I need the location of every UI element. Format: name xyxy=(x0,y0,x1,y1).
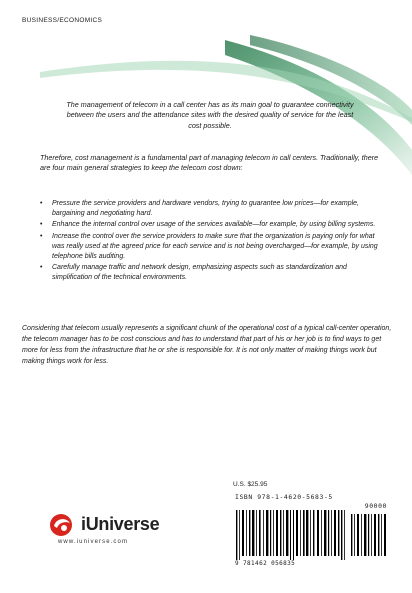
barcode-number: 9 781462 056835 xyxy=(235,560,296,567)
intro-paragraph: The management of telecom in a call center has as its main goal to guarantee connectivity between the users and the attendance sites with the desired quality of service for the least cost possible. xyxy=(66,100,354,130)
list-item: • Enhance the internal control over usage of the services available—for example, by using billing systems. xyxy=(40,220,380,230)
isbn-barcode xyxy=(233,493,389,571)
list-item: • Carefully manage traffic and network design, emphasizing aspects such as standardization and simplification of the technical environments. xyxy=(40,263,380,283)
intro-paragraph-continued: Therefore, cost management is a fundamental part of managing telecom in call centers. Traditionally, there are four main general strategies to keep the telecom cost down: xyxy=(40,153,379,173)
list-item: • Pressure the service providers and hardware vendors, trying to guarantee low prices—for example, bargaining and negotiating hard. xyxy=(40,199,380,219)
publisher-logo xyxy=(48,512,178,552)
isbn-text: ISBN 978-1-4620-5683-5 xyxy=(235,493,333,501)
publisher-url: www.iuniverse.com xyxy=(58,539,129,545)
book-category: BUSINESS/ECONOMICS xyxy=(22,17,103,24)
price-code: 90000 xyxy=(364,502,387,510)
publisher-name: iUniverse xyxy=(81,514,160,534)
barcode-bars-icon xyxy=(233,510,389,560)
strategy-list xyxy=(40,199,380,285)
price-label: U.S. $25.95 xyxy=(233,481,268,488)
closing-paragraph: Considering that telecom usually represents a significant chunk of the operational cost of a typical call-center operation, the telecom manager has to be cost conscious and has to understand that part of his or her job is to find ways to get more for less from the infrastructure that he or she is responsible for. It is not only matter of making things work but making things work for less. xyxy=(22,325,392,365)
iuniverse-swirl-icon xyxy=(48,512,78,538)
list-item: • Increase the control over the service providers to make sure that the organization is paying only for what was really used at the agreed price for each service and is not being overcharged—for example, by using telephone bills auditing. xyxy=(40,232,380,263)
